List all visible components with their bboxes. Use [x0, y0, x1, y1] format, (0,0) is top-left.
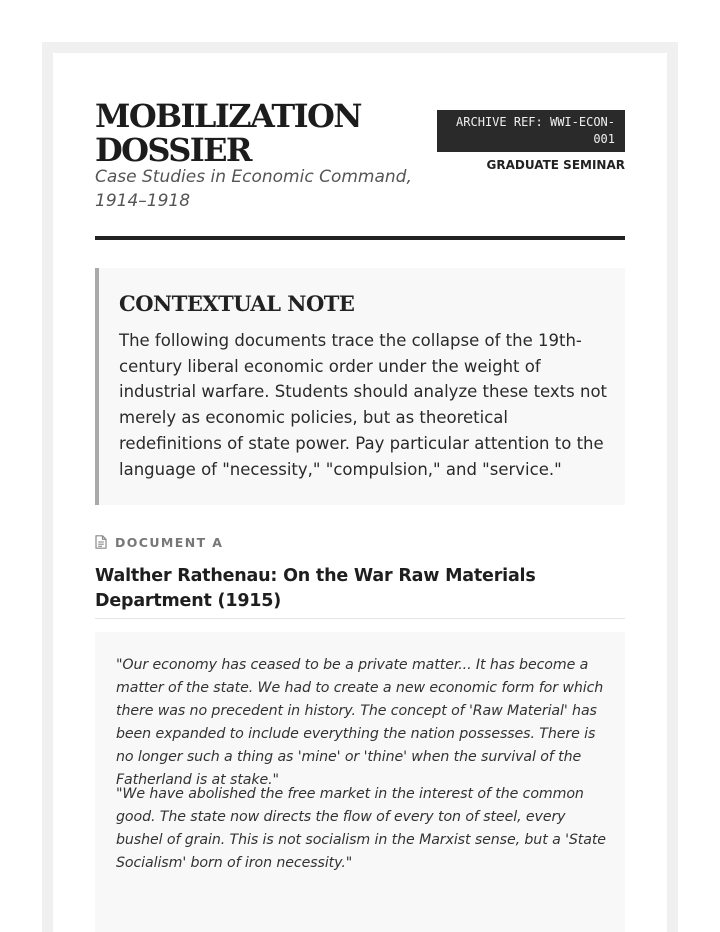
contextual-note-body: The following documents trace the collapse of the 19th-century liberal economic order under the weight of industrial warfare. Students should analyze these texts not merely as economic policies, but as theoretical redefinitions of state power. Pay particular attention to the language of "necessity," "compulsion," and "service." — [119, 331, 608, 479]
page-title — [95, 99, 395, 167]
quote-paragraph: "Our economy has ceased to be a private matter... It has become a matter of the state. We had to create a new economic form for which there was no precedent in history. The concept of 'Raw Material' has been expanded to include everything the nation possesses. There is no longer such a thing as 'mine' or 'thine' when the survival of the Fatherland is at stake." — [116, 657, 604, 788]
quote-paragraph: "We have abolished the free market in the interest of the common good. The state now directs the flow of every ton of steel, every bushel of grain. This is not socialism in the Marxist sense, but a 'State Socialism' born of iron necessity." — [116, 786, 606, 871]
seminar-label: GRADUATE SEMINAR — [486, 158, 625, 172]
title-line-1: MOBILIZATION — [95, 97, 361, 135]
page-subtitle: Case Studies in Economic Command, 1914–1918 — [95, 167, 412, 211]
archive-ref-badge: ARCHIVE REF: WWI-ECON-001 — [437, 110, 625, 152]
contextual-note — [95, 268, 625, 505]
document-a-label-text: DOCUMENT A — [115, 534, 224, 550]
document-icon — [95, 535, 107, 549]
document-a-quotes — [95, 632, 625, 932]
contextual-note-heading: CONTEXTUAL NOTE — [119, 291, 355, 316]
document-a-title: Walther Rathenau: On the War Raw Materials Department (1915) — [95, 566, 536, 611]
title-line-2: DOSSIER — [95, 131, 251, 169]
document-a-label — [95, 533, 223, 551]
document-a-divider — [95, 618, 625, 619]
dossier-page — [53, 53, 667, 932]
header-divider — [95, 236, 625, 240]
